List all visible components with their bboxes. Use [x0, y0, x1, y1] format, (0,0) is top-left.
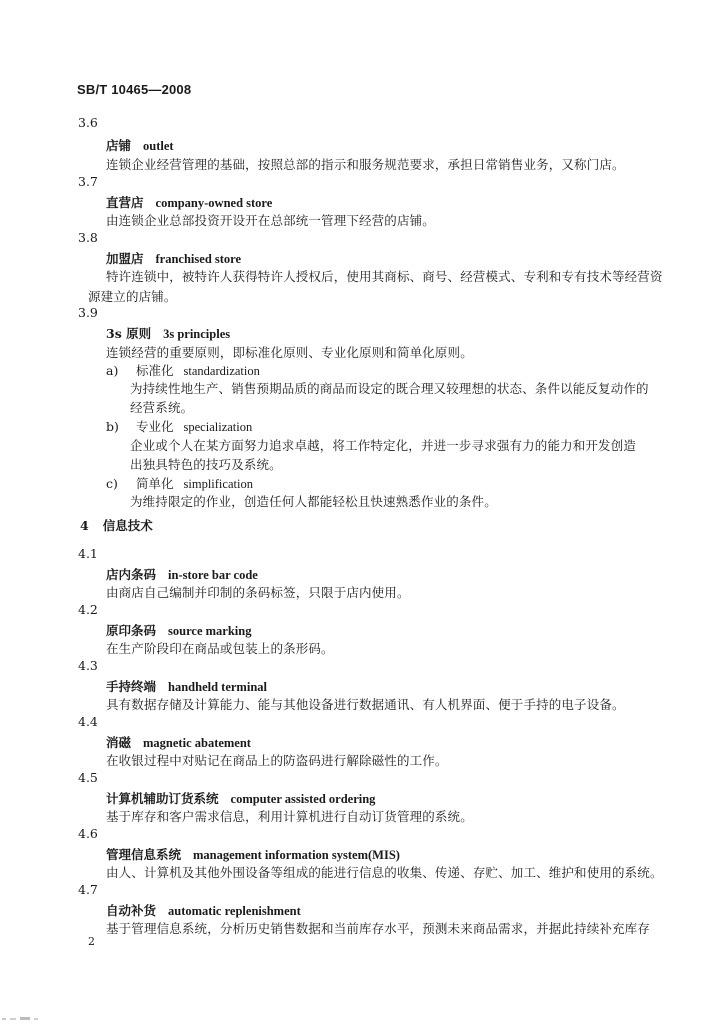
term-zh: 自动补货 [106, 903, 157, 918]
item-description: 为持续性地生产、销售预期品质的商品而设定的既合理又较理想的状态、条件以能反复动作的 [130, 381, 649, 396]
term-title [106, 136, 174, 154]
list-item [106, 361, 260, 379]
term-en: handheld terminal [168, 680, 267, 694]
term-zh: 店铺 [106, 138, 132, 153]
term-title [106, 621, 251, 639]
list-marker: a) [106, 363, 119, 378]
item-description: 企业或个人在某方面努力追求卓越，将工作特定化，并进一步寻求强有力的能力和开发创造 [130, 438, 637, 453]
clause-number: 3.8 [78, 230, 98, 245]
section-heading [80, 516, 153, 534]
term-title [106, 324, 230, 342]
section-number: 4 [80, 518, 89, 533]
scan-artifact [0, 1015, 100, 1023]
term-definition: 在生产阶段印在商品或包装上的条形码。 [106, 641, 334, 656]
clause-number: 4.4 [78, 714, 98, 729]
term-zh: 原印条码 [106, 623, 157, 638]
item-description-cont: 经营系统。 [130, 400, 194, 415]
term-definition: 基于库存和客户需求信息，利用计算机进行自动订货管理的系统。 [106, 809, 473, 824]
term-en: company-owned store [155, 196, 273, 210]
term-en: magnetic abatement [143, 736, 251, 750]
list-marker: c) [106, 476, 118, 491]
term-title [106, 789, 375, 807]
list-item [106, 417, 252, 435]
term-definition: 连锁企业经营管理的基础，按照总部的指示和服务规范要求，承担日常销售业务，又称门店。 [106, 157, 625, 172]
page-number: 2 [88, 935, 95, 948]
term-en: source marking [168, 624, 252, 638]
term-title [106, 249, 241, 267]
term-zh: 店内条码 [106, 567, 157, 582]
term-definition: 由人、计算机及其他外围设备等组成的能进行信息的收集、传递、存贮、加工、维护和使用的系统。 [106, 865, 663, 880]
section-title: 信息技术 [102, 518, 153, 533]
clause-number: 4.7 [78, 882, 98, 897]
term-definition: 特许连锁中，被特许人获得特许人授权后，使用其商标、商号、经营模式、专利和专有技术等经营资 [106, 269, 663, 284]
term-en: franchised store [155, 252, 242, 266]
clause-number: 3.6 [78, 115, 98, 130]
item-en: simplification [183, 477, 253, 491]
term-zh: 加盟店 [106, 251, 144, 266]
term-zh: 手持终端 [106, 679, 157, 694]
clause-number: 4.1 [78, 546, 98, 561]
term-definition-cont: 源建立的店铺。 [88, 289, 177, 304]
scan-mark [10, 1018, 16, 1020]
item-zh: 专业化 [136, 419, 174, 434]
term-zh: 计算机辅助订货系统 [106, 791, 219, 806]
term-definition: 由商店自己编制并印制的条码标签，只限于店内使用。 [106, 585, 410, 600]
item-zh: 标准化 [136, 363, 174, 378]
term-definition: 具有数据存储及计算能力、能与其他设备进行数据通讯、有人机界面、便于手持的电子设备。 [106, 697, 625, 712]
item-en: standardization [183, 364, 260, 378]
clause-number: 4.5 [78, 770, 98, 785]
term-en: computer assisted ordering [230, 792, 376, 806]
scan-mark [2, 1018, 6, 1020]
term-definition: 在收银过程中对贴记在商品上的防盗码进行解除磁性的工作。 [106, 753, 448, 768]
item-description: 为维持限定的作业，创造任何人都能轻松且快速熟悉作业的条件。 [130, 494, 497, 509]
clause-number: 4.6 [78, 826, 98, 841]
item-en: specialization [183, 420, 253, 434]
term-zh: 直营店 [106, 195, 144, 210]
term-title [106, 677, 267, 695]
clause-number: 4.2 [78, 602, 98, 617]
term-en: in-store bar code [168, 568, 258, 582]
term-title [106, 565, 258, 583]
clause-number: 3.7 [78, 174, 98, 189]
term-title [106, 733, 251, 751]
standard-code-header: SB/T 10465—2008 [77, 82, 192, 97]
term-en: automatic replenishment [168, 904, 301, 918]
list-item [106, 474, 253, 492]
term-zh: 管理信息系统 [106, 847, 182, 862]
term-title [106, 901, 301, 919]
term-definition: 基于管理信息系统，分析历史销售数据和当前库存水平，预测未来商品需求，并据此持续补充库存 [106, 921, 650, 936]
term-zh: 消磁 [106, 735, 132, 750]
term-en: management information system(MIS) [193, 848, 400, 862]
term-title [106, 193, 272, 211]
item-description-cont: 出独具特色的技巧及系统。 [130, 457, 282, 472]
term-en: outlet [143, 139, 174, 153]
clause-number: 3.9 [78, 305, 98, 320]
term-zh: 3s 原则 [106, 326, 152, 341]
item-zh: 简单化 [136, 476, 174, 491]
term-en: 3s principles [163, 327, 231, 341]
term-definition: 连锁经营的重要原则，即标准化原则、专业化原则和简单化原则。 [106, 345, 473, 360]
clause-number: 4.3 [78, 658, 98, 673]
scan-mark [34, 1018, 38, 1020]
list-marker: b) [106, 419, 119, 434]
term-definition: 由连锁企业总部投资开设开在总部统一管理下经营的店铺。 [106, 213, 435, 228]
term-title [106, 845, 400, 863]
scan-mark [20, 1017, 30, 1020]
